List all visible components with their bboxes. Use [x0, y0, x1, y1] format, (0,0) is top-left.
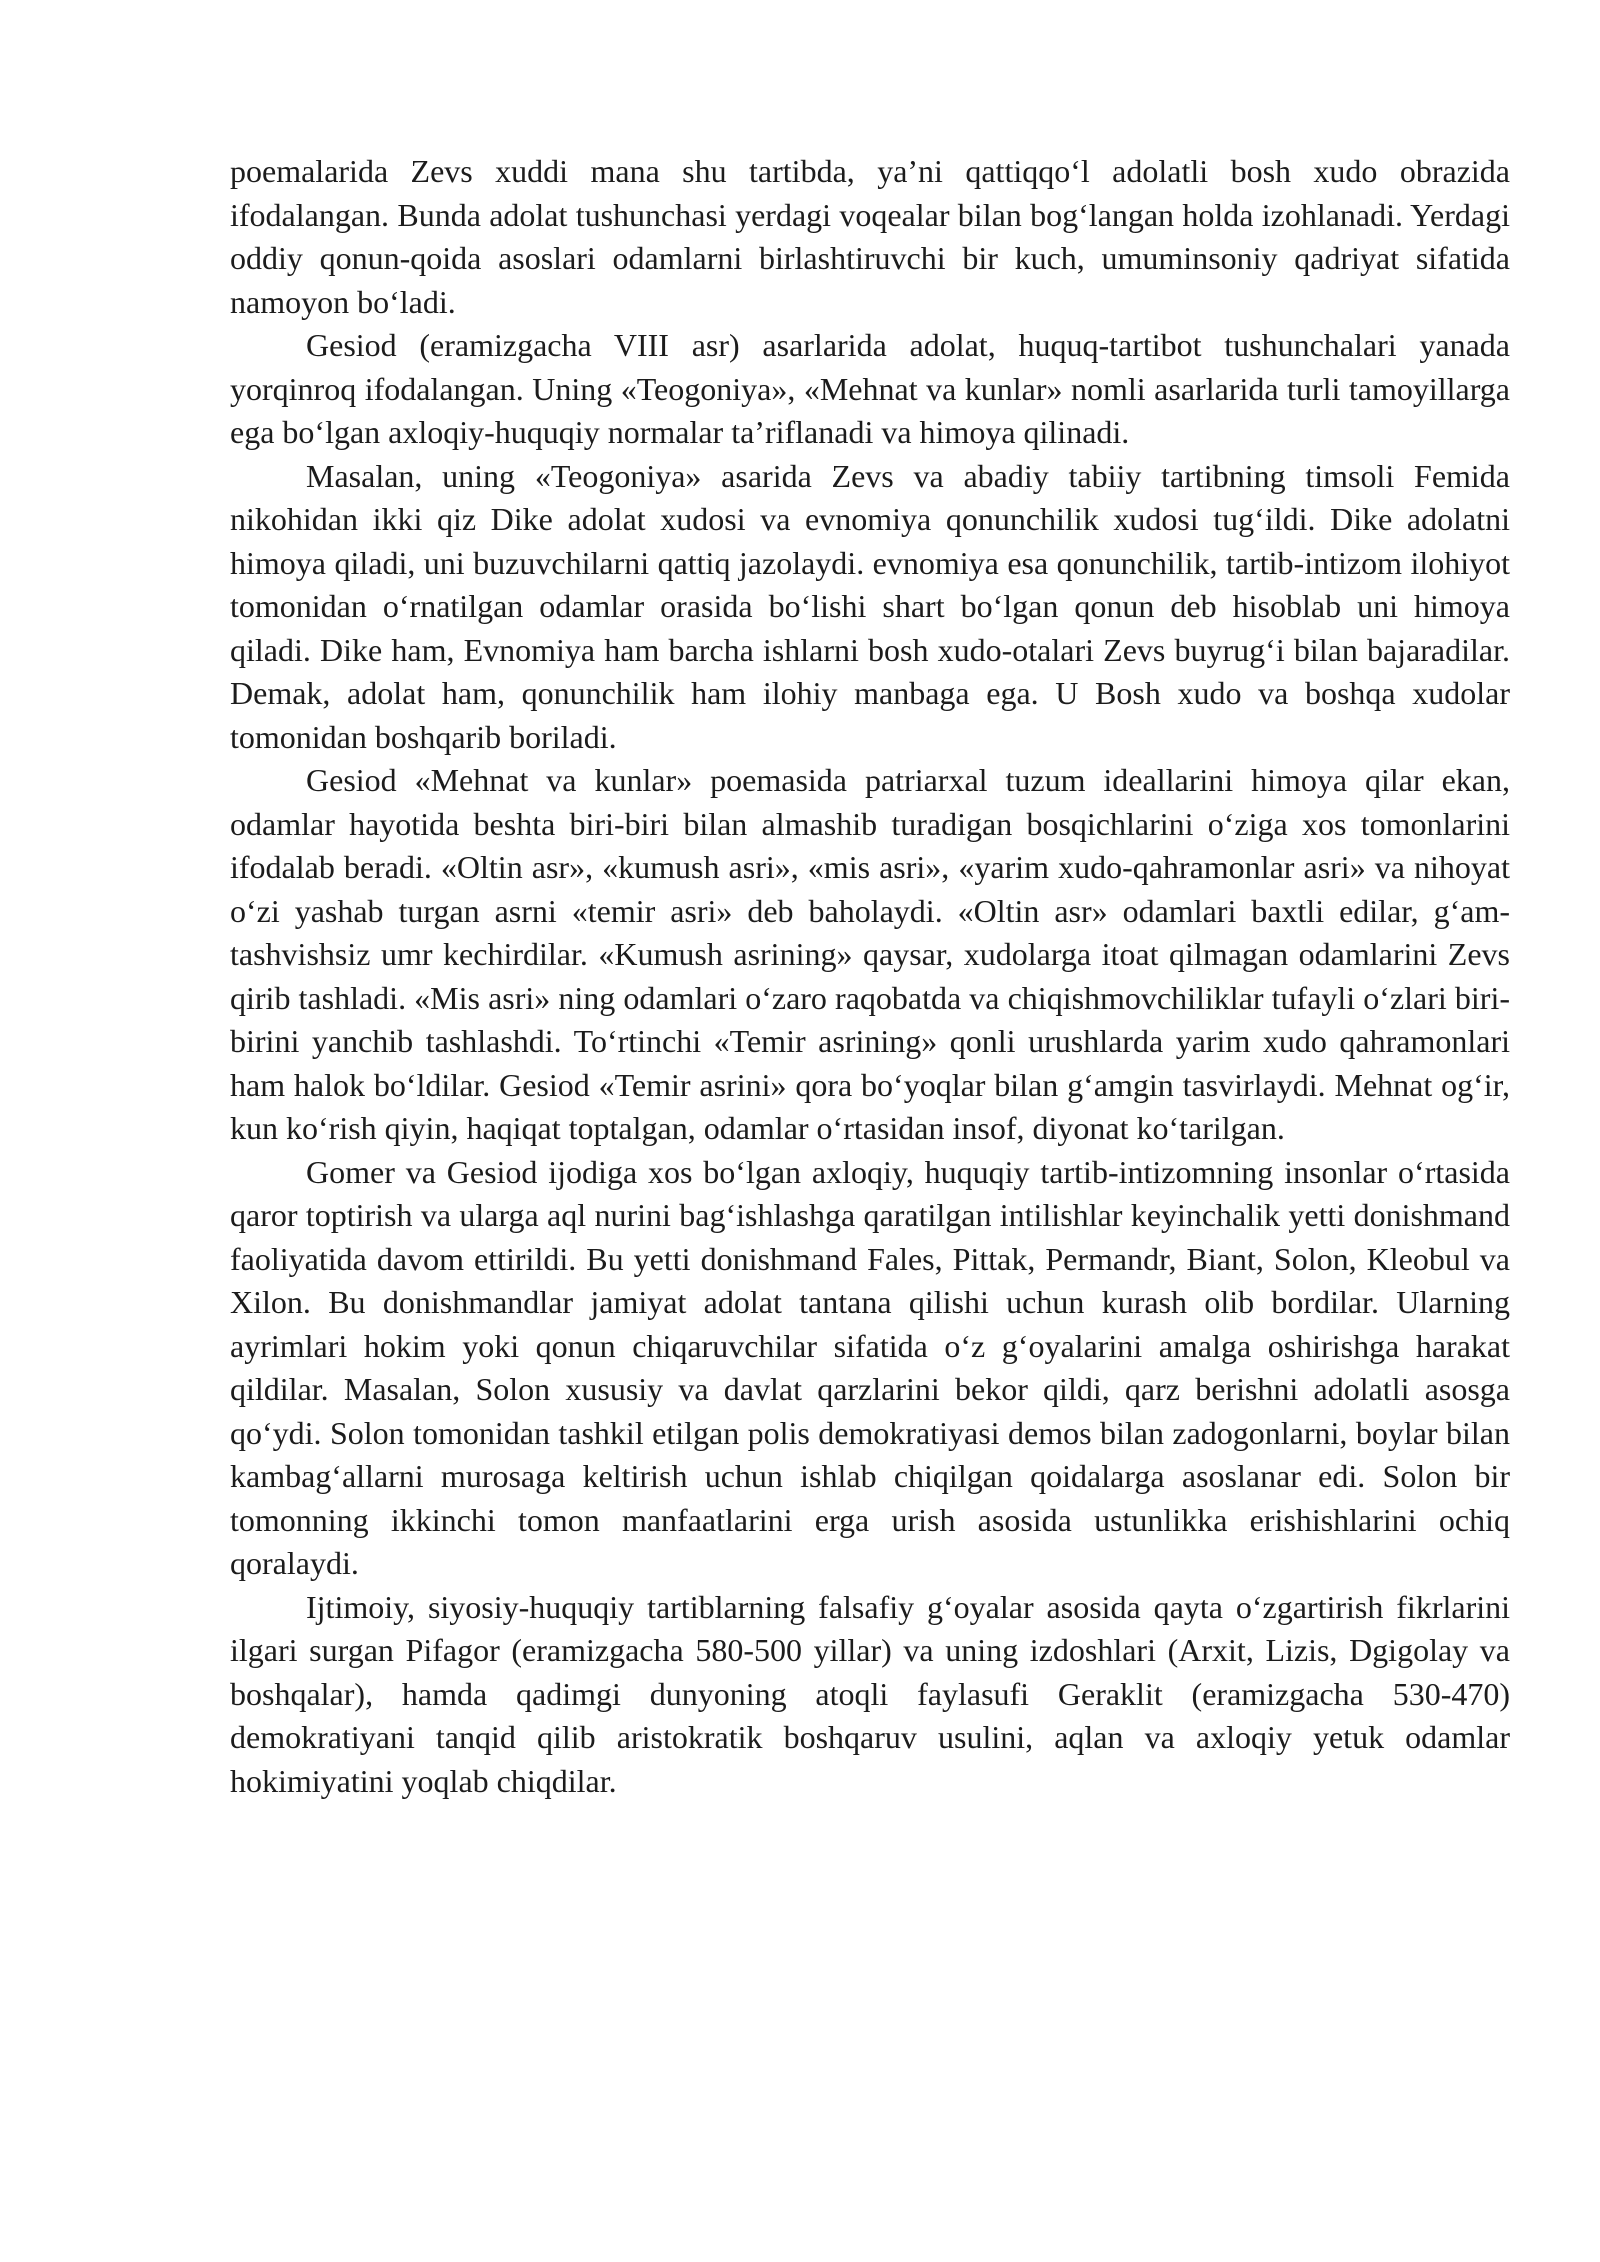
paragraph-5: Gomer va Gesiod ijodiga xos bo‘lgan axloqiy, huquqiy tartib-intizomning insonlar o‘rtasida qaror toptirish va ularga aql nurini bag‘ishlashga qaratilgan intilishlar keyinchalik yetti donishmand faoliyatida davom ettirildi. Bu yetti donishmand Fales, Pittak, Permandr, Biant, Solon, Kleobul va Xilon. Bu donishmandlar jamiyat adolat tantana qilishi uchun kurash olib bordilar. Ularning ayrimlari hokim yoki qonun chiqaruvchilar sifatida o‘z g‘oyalarini amalga oshirishga harakat qildilar. Masalan, Solon xususiy va davlat qarzlarini bekor qildi, qarz berishni adolatli asosga qo‘ydi. Solon tomonidan tashkil etilgan polis demokratiyasi demos bilan zadogonlarni, boylar bilan kambag‘allarni murosaga keltirish uchun ishlab chiqilgan qoidalarga asoslanar edi. Solon bir tomonning ikkinchi tomon manfaatlarini erga urish asosida ustunlikka erishishlarini ochiq qoralaydi.	[230, 1153, 1510, 1581]
paragraph-6: Ijtimoiy, siyosiy-huquqiy tartiblarning falsafiy g‘oyalar asosida qayta o‘zgartirish fikrlarini ilgari surgan Pifagor (eramizgacha 580-500 yillar) va uning izdoshlari (Arxit, Lizis, Dgigolay va boshqalar), hamda qadimgi dunyoning atoqli faylasufi Geraklit (eramizgacha 530-470) demokratiyani tanqid qilib aristokratik boshqaruv usulini, aqlan va axloqiy yetuk odamlar hokimiyatini yoqlab chiqdilar.	[230, 1588, 1510, 1799]
paragraph-1: poemalarida Zevs xuddi mana shu tartibda, ya’ni qattiqqo‘l adolatli bosh xudo obrazida ifodalangan. Bunda adolat tushunchasi yerdagi voqealar bilan bog‘langan holda izohlanadi. Yerdagi oddiy qonun-qoida asoslari odamlarni birlashtiruvchi bir kuch, umuminsoniy qadriyat sifatida namoyon bo‘ladi.	[230, 153, 1510, 320]
paragraph-2: Gesiod (eramizgacha VIII asr) asarlarida adolat, huquq-tartibot tushunchalari yanada yorqinroq ifodalangan. Uning «Teogoniya», «Mehnat va kunlar» nomli asarlarida turli tamoyillarga ega bo‘lgan axloqiy-huquqiy normalar ta’riflanadi va himoya qilinadi.	[230, 327, 1510, 450]
paragraph-4: Gesiod «Mehnat va kunlar» poemasida patriarxal tuzum ideallarini himoya qilar ekan, odamlar hayotida beshta biri-biri bilan almashib turadigan bosqichlarini o‘ziga xos tomonlarini ifodalab beradi. «Oltin asr», «kumush asri», «mis asri», «yarim xudo-qahramonlar asri» va nihoyat o‘zi yashab turgan asrni «temir asri» deb baholaydi. «Oltin asr» odamlari baxtli edilar, g‘am-tashvishsiz umr kechirdilar. «Kumush asrining» qaysar, xudolarga itoat qilmagan odamlarini Zevs qirib tashladi. «Mis asri» ning odamlari o‘zaro raqobatda va chiqishmovchiliklar tufayli o‘zlari biri-birini yanchib tashlashdi. To‘rtinchi «Temir asrining» qonli urushlarda yarim xudo qahramonlari ham halok bo‘ldilar. Gesiod «Temir asrini» qora bo‘yoqlar bilan g‘amgin tasvirlaydi. Mehnat og‘ir, kun ko‘rish qiyin, haqiqat toptalgan, odamlar o‘rtasidan insof, diyonat ko‘tarilgan.	[230, 762, 1510, 1146]
paragraph-3: Masalan, uning «Teogoniya» asarida Zevs va abadiy tabiiy tartibning timsoli Femida nikohidan ikki qiz Dike adolat xudosi va evnomiya qonunchilik xudosi tug‘ildi. Dike adolatni himoya qiladi, uni buzuvchilarni qattiq jazolaydi. evnomiya esa qonunchilik, tartib-intizom ilohiyot tomonidan o‘rnatilgan odamlar orasida bo‘lishi shart bo‘lgan qonun deb hisoblab uni himoya qiladi. Dike ham, Evnomiya ham barcha ishlarni bosh xudo-otalari Zevs buyrug‘i bilan bajaradilar. Demak, adolat ham, qonunchilik ham ilohiy manbaga ega. U Bosh xudo va boshqa xudolar tomonidan boshqarib boriladi.	[230, 457, 1510, 755]
